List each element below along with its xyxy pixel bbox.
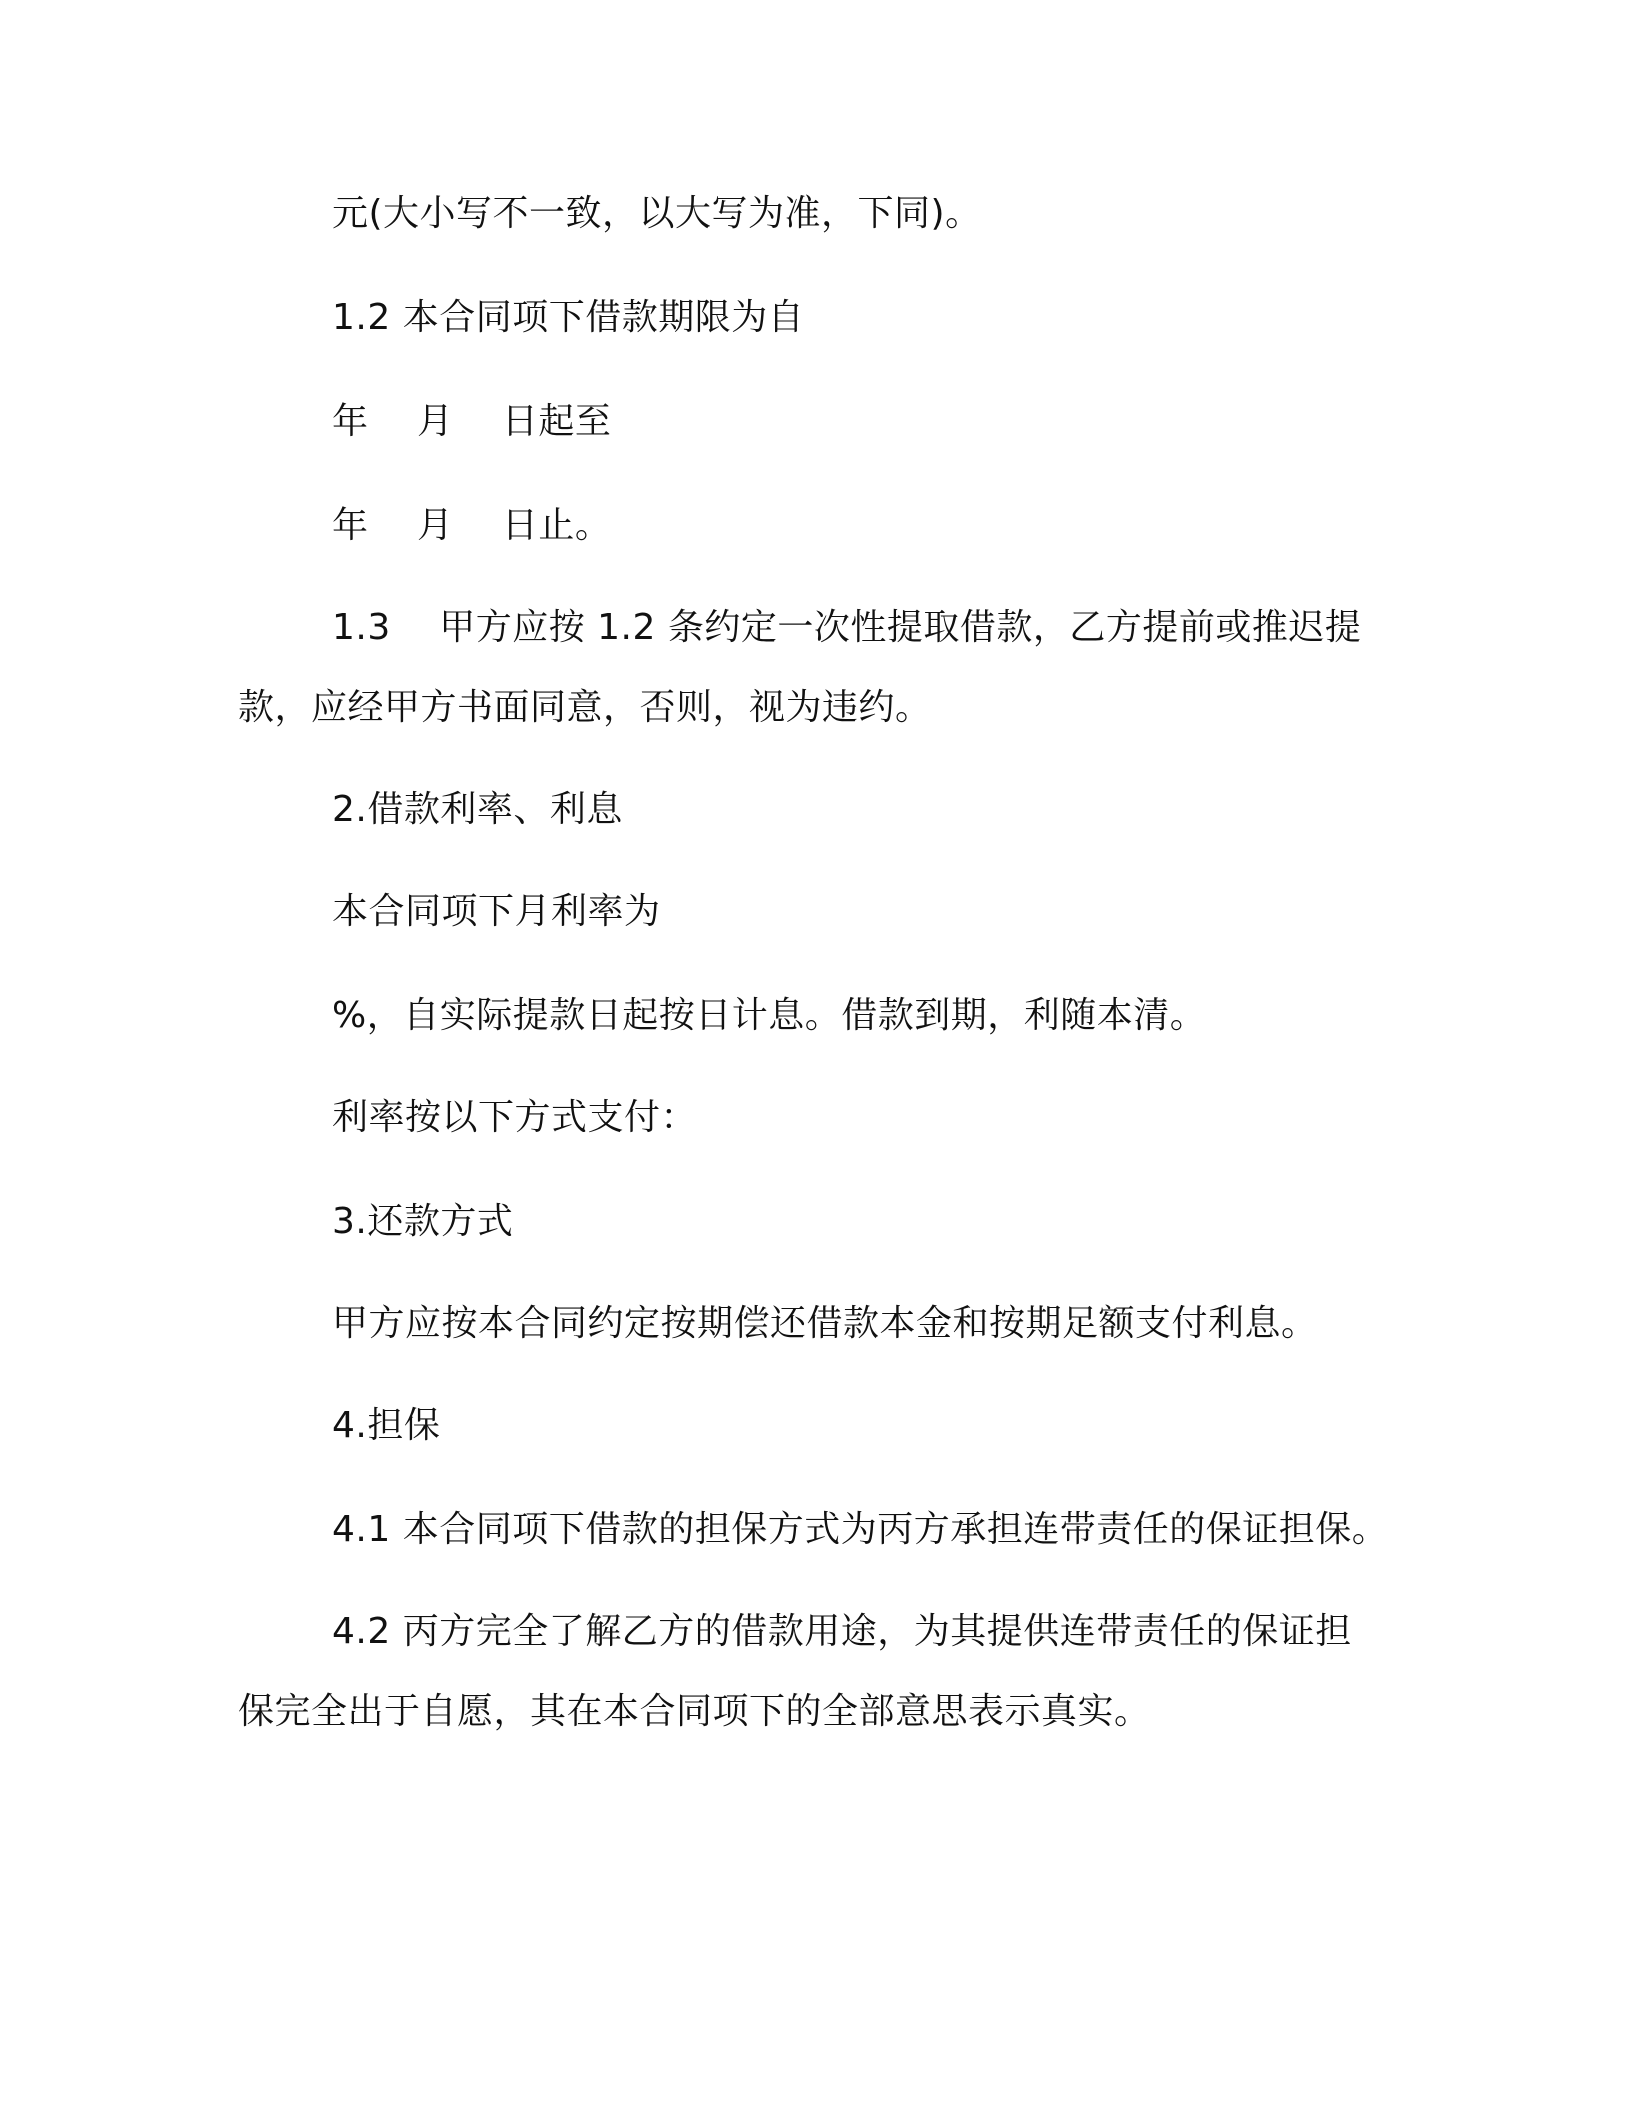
text-line-1-2: 1.2 本合同项下借款期限为自 [332, 297, 805, 338]
section-heading-4: 4.担保 [332, 1405, 441, 1446]
text-line-end-date: 年 月 日止。 [332, 505, 612, 546]
section-heading-2: 2.借款利率、利息 [332, 789, 623, 830]
section-heading-3: 3.还款方式 [332, 1201, 514, 1242]
text-line-interest: %，自实际提款日起按日计息。借款到期，利随本清。 [332, 995, 1207, 1036]
text-line-1-3: 1.3 甲方应按 1.2 条约定一次性提取借款，乙方提前或推迟提 [332, 607, 1362, 648]
text-line-repayment: 甲方应按本合同约定按期偿还借款本金和按期足额支付利息。 [332, 1303, 1318, 1344]
text-line-4-1: 4.1 本合同项下借款的担保方式为丙方承担连带责任的保证担保。 [332, 1509, 1389, 1550]
text-line-amount-note: 元(大小写不一致，以大写为准，下同)。 [332, 193, 982, 234]
text-line-4-2-cont: 保完全出于自愿，其在本合同项下的全部意思表示真实。 [238, 1691, 1151, 1732]
text-line-rate: 本合同项下月利率为 [332, 891, 661, 932]
text-line-start-date: 年 月 日起至 [332, 401, 612, 442]
text-line-1-3-cont: 款，应经甲方书面同意，否则，视为违约。 [238, 687, 932, 728]
text-line-4-2: 4.2 丙方完全了解乙方的借款用途，为其提供连带责任的保证担 [332, 1611, 1352, 1652]
text-line-payment: 利率按以下方式支付： [332, 1097, 698, 1138]
